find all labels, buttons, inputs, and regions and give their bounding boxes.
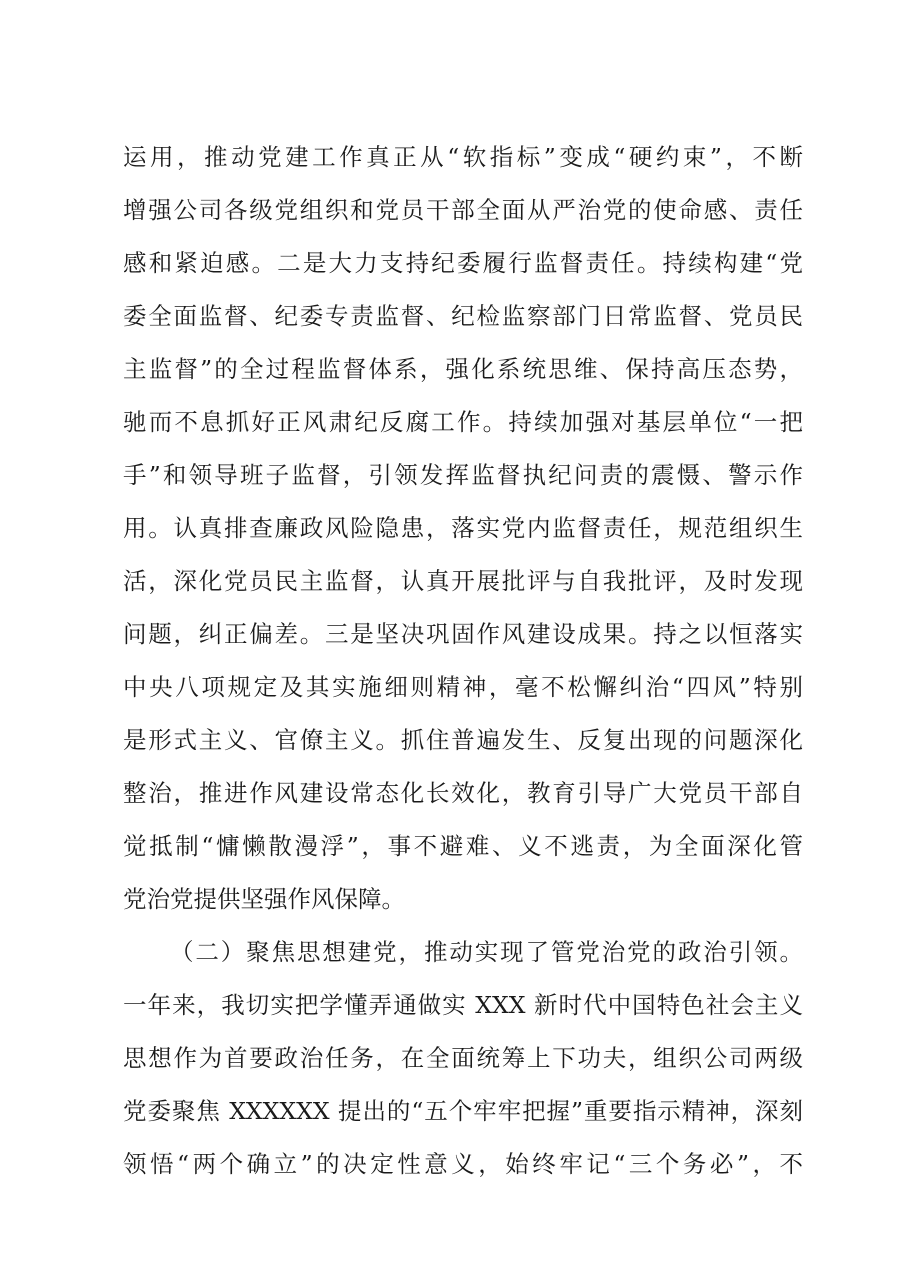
text-line-10: 问题，纠正偏差。三是坚决巩固作风建设成果。持之以恒落实 bbox=[123, 620, 803, 648]
text-line-14: 觉抵制“慵懒散漫浮”，事不避难、义不逃责，为全面深化管 bbox=[123, 832, 803, 860]
text-line-2: 增强公司各级党组织和党员干部全面从严治党的使命感、责任 bbox=[123, 196, 803, 224]
text-line-1: 运用，推动党建工作真正从“软指标”变成“硬约束”，不断 bbox=[123, 143, 803, 171]
text-line-12: 是形式主义、官僚主义。抓住普遍发生、反复出现的问题深化 bbox=[123, 726, 803, 754]
text-line-20: 领悟“两个确立”的决定性意义，始终牢记“三个务必”，不 bbox=[123, 1150, 803, 1178]
text-line-17: 一年来，我切实把学懂弄通做实 XXX 新时代中国特色社会主义 bbox=[123, 991, 803, 1019]
text-line-7: 手”和领导班子监督，引领发挥监督执纪问责的震慑、警示作 bbox=[123, 461, 803, 489]
text-line-13: 整治，推进作风建设常态化长效化，教育引导广大党员干部自 bbox=[123, 779, 803, 807]
text-line-3: 感和紧迫感。二是大力支持纪委履行监督责任。持续构建“党 bbox=[123, 249, 803, 277]
text-line-8: 用。认真排查廉政风险隐患，落实党内监督责任，规范组织生 bbox=[123, 514, 803, 542]
text-line-19: 党委聚焦 XXXXXX 提出的“五个牢牢把握”重要指示精神，深刻 bbox=[123, 1097, 803, 1125]
text-line-11: 中央八项规定及其实施细则精神，毫不松懈纠治“四风”特别 bbox=[123, 673, 803, 701]
text-line-15: 党治党提供坚强作风保障。 bbox=[123, 885, 405, 913]
text-line-4: 委全面监督、纪委专责监督、纪检监察部门日常监督、党员民 bbox=[123, 302, 803, 330]
text-line-6: 驰而不息抓好正风肃纪反腐工作。持续加强对基层单位“一把 bbox=[123, 408, 803, 436]
text-line-18: 思想作为首要政治任务，在全面统筹上下功夫，组织公司两级 bbox=[123, 1044, 803, 1072]
text-line-9: 活，深化党员民主监督，认真开展批评与自我批评，及时发现 bbox=[123, 567, 803, 595]
section-heading: （二）聚焦思想建党，推动实现了管党治党的政治引领。 bbox=[170, 938, 803, 966]
text-line-5: 主监督”的全过程监督体系，强化系统思维、保持高压态势， bbox=[123, 355, 803, 383]
